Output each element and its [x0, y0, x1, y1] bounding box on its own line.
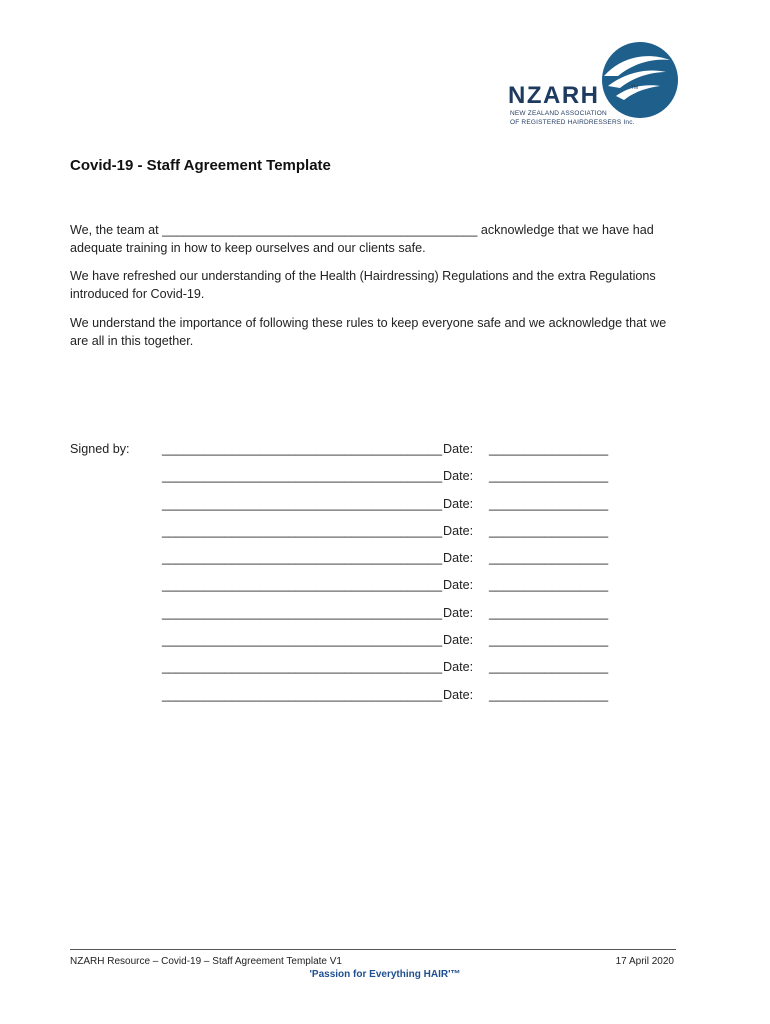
paragraph-regulations: We have refreshed our understanding of the Health (Hairdressing) Regulations and the extra Regulations introduced for Covid-19. [70, 269, 656, 301]
signature-line[interactable]: ________________________________________ [162, 660, 443, 675]
footer-divider [70, 949, 676, 950]
signature-line[interactable]: ________________________________________ [162, 578, 443, 593]
date-line[interactable]: _________________ [489, 442, 609, 456]
date-label: Date: [443, 578, 474, 593]
date-label: Date: [443, 496, 474, 511]
date-line[interactable]: _________________ [489, 496, 609, 511]
logo-subtitle-line2: OF REGISTERED HAIRDRESSERS Inc. [510, 119, 635, 126]
paragraph-team-acknowledgement: We, the team at _____________________________________________ acknowledge that we have had adequate training in how to keep ourselves and our clients safe. [70, 223, 654, 255]
date-line[interactable]: _________________ [489, 633, 609, 648]
date-label: Date: [443, 660, 474, 675]
logo-trademark: TM [631, 85, 639, 91]
date-line[interactable]: _________________ [489, 523, 609, 538]
logo-wordmark: NZARH [508, 82, 600, 109]
signature-line[interactable]: ________________________________________ [162, 551, 443, 566]
signature-line[interactable]: ________________________________________ [162, 633, 443, 648]
date-line[interactable]: _________________ [489, 660, 609, 675]
date-line[interactable]: _________________ [489, 687, 609, 702]
date-line[interactable]: _________________ [489, 551, 609, 566]
signature-line[interactable]: ________________________________________ [162, 496, 443, 511]
footer-slogan: 'Passion for Everything HAIR'™ [309, 969, 461, 980]
signature-line[interactable]: ________________________________________ [162, 605, 443, 620]
signature-line[interactable]: ________________________________________ [162, 442, 443, 456]
date-label: Date: [443, 442, 474, 456]
date-label: Date: [443, 633, 474, 648]
date-label: Date: [443, 469, 474, 484]
signature-line[interactable]: ________________________________________ [162, 523, 443, 538]
date-line[interactable]: _________________ [489, 469, 609, 484]
date-label: Date: [443, 523, 474, 538]
signature-line[interactable]: ________________________________________ [162, 469, 443, 484]
logo-subtitle-line1: NEW ZEALAND ASSOCIATION [510, 110, 607, 117]
signed-by-label: Signed by: [70, 442, 130, 456]
date-label: Date: [443, 605, 474, 620]
footer-resource-text: NZARH Resource – Covid-19 – Staff Agreement Template V1 [70, 956, 342, 967]
footer-date: 17 April 2020 [615, 956, 674, 967]
document-title: Covid-19 - Staff Agreement Template [70, 157, 331, 174]
date-label: Date: [443, 687, 474, 702]
nzarh-logo [508, 42, 680, 134]
signature-line[interactable]: ________________________________________ [162, 687, 443, 702]
date-label: Date: [443, 551, 474, 566]
date-line[interactable]: _________________ [489, 605, 609, 620]
paragraph-importance: We understand the importance of following these rules to keep everyone safe and we acknowledge that we are all in this together. [70, 316, 667, 348]
date-line[interactable]: _________________ [489, 578, 609, 593]
nzarh-emblem-icon [596, 42, 680, 120]
